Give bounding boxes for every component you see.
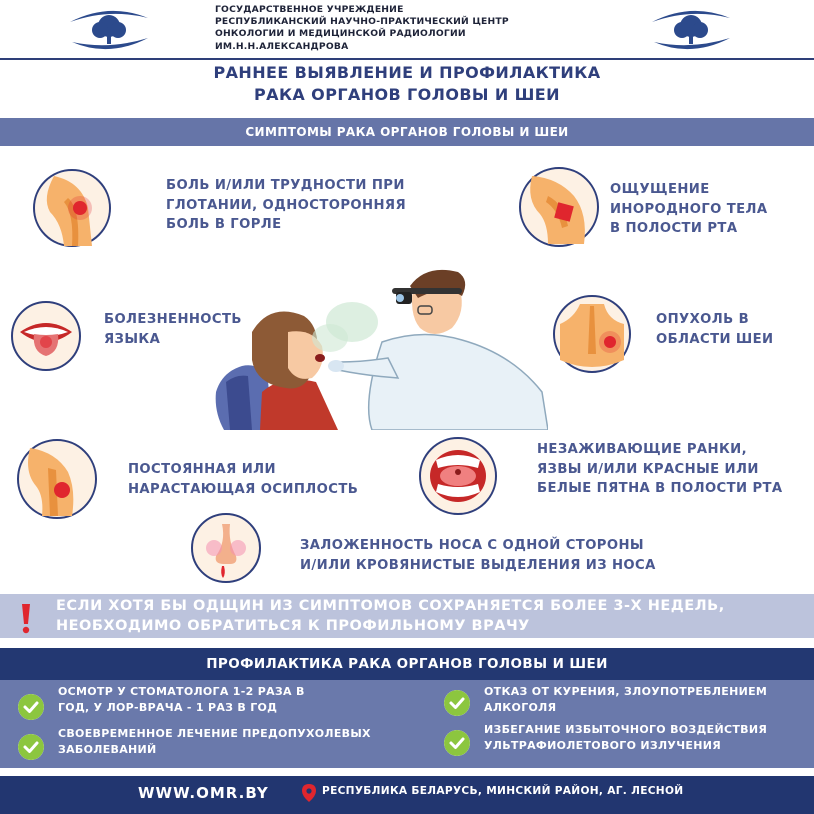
tree-logo-icon [68,4,150,54]
warning-line-2: НЕОБХОДИМО ОБРАТИТЬСЯ К ПРОФИЛЬНОМУ ВРАЧУ [56,618,530,634]
mouth-sores-icon [418,436,498,516]
check-icon [444,730,470,756]
header-divider [0,58,814,60]
warning-text [56,596,725,636]
title-line-1: РАННЕЕ ВЫЯВЛЕНИЕ И ПРОФИЛАКТИКА [213,63,601,82]
org-line: ИМ.Н.Н.АЛЕКСАНДРОВА [215,40,349,52]
nose-congestion-icon [190,512,262,584]
symptom-line: БОЛЬ В ГОРЛЕ [166,217,282,232]
symptom-line: ОЩУЩЕНИЕ [610,182,710,197]
org-line: РЕСПУБЛИКАНСКИЙ НАУЧНО-ПРАКТИЧЕСКИЙ ЦЕНТР [215,16,509,28]
symptom-line: ЯЗЫКА [104,331,161,347]
symptom-line: ЯЗВЫ И/ИЛИ КРАСНЫЕ ИЛИ [537,461,759,477]
symptom-text-neck [656,310,773,349]
location-pin-icon [302,784,316,802]
exclamation-icon [18,602,34,634]
title-line-2: РАКА ОРГАНОВ ГОЛОВЫ И ШЕИ [254,85,560,104]
prevention-line: АЛКОГОЛЯ [484,701,557,714]
check-icon [18,694,44,720]
symptom-line: В ПОЛОСТИ РТА [610,221,738,236]
symptom-text-mouth-sores [537,440,783,499]
warning-line-1: ЕСЛИ ХОТЯ БЫ ОДЩИН ИЗ СИМПТОМОВ СОХРАНЯЕТСЯ БОЛЕЕ 3-Х НЕДЕЛЬ, [56,598,725,614]
prevention-list [0,680,814,768]
check-icon [18,734,44,760]
symptom-line: ИНОРОДНОГО ТЕЛА [610,201,768,217]
header [0,0,814,58]
symptom-text-foreign-body [610,180,768,239]
prevention-line: УЛЬТРАФИОЛЕТОВОГО ИЗЛУЧЕНИЯ [484,739,721,752]
prevention-item [58,684,305,716]
symptom-line: БОЛЬ И/ИЛИ ТРУДНОСТИ ПРИ [166,178,405,193]
prevention-line: ОТКАЗ ОТ КУРЕНИЯ, ЗЛОУПОТРЕБЛЕНИЕМ [484,685,768,698]
symptoms-heading: СИМПТОМЫ РАКА ОРГАНОВ ГОЛОВЫ И ШЕИ [0,118,814,146]
symptom-line: ГЛОТАНИИ, ОДНОСТОРОННЯЯ [166,197,407,213]
prevention-line: ИЗБЕГАНИЕ ИЗБЫТОЧНОГО ВОЗДЕЙСТВИЯ [484,723,768,736]
footer [0,776,814,814]
tongue-icon [10,300,82,372]
check-icon [444,690,470,716]
symptom-line: ОБЛАСТИ ШЕИ [656,331,774,347]
neck-tumor-icon [552,294,632,374]
prevention-line: ЗАБОЛЕВАНИЙ [58,743,157,756]
symptom-text-hoarseness [128,460,358,499]
symptom-line: БОЛЕЗНЕННОСТЬ [104,312,242,327]
prevention-line: ОСМОТР У СТОМАТОЛОГА 1-2 РАЗА В [58,685,305,698]
prevention-item [484,722,767,754]
prevention-heading: ПРОФИЛАКТИКА РАКА ОРГАНОВ ГОЛОВЫ И ШЕИ [0,648,814,680]
organization-name [215,4,545,53]
symptom-line: БЕЛЫЕ ПЯТНА В ПОЛОСТИ РТА [537,481,783,496]
tree-logo-icon [650,4,732,54]
address-text: РЕСПУБЛИКА БЕЛАРУСЬ, МИНСКИЙ РАЙОН, АГ. ЛЕСНОЙ [322,785,684,797]
symptom-line: ЗАЛОЖЕННОСТЬ НОСА С ОДНОЙ СТОРОНЫ [300,538,644,553]
org-line: ГОСУДАРСТВЕННОЕ УЧРЕЖДЕНИЕ [215,4,404,15]
website-link[interactable]: WWW.OMR.BY [138,784,269,802]
warning-banner [0,594,814,638]
symptom-line: И/ИЛИ КРОВЯНИСТЫЕ ВЫДЕЛЕНИЯ ИЗ НОСА [300,557,656,573]
symptom-line: ПОСТОЯННАЯ ИЛИ [128,462,276,477]
throat-pain-icon [32,168,112,248]
symptom-line: НЕЗАЖИВАЮЩИЕ РАНКИ, [537,442,747,457]
symptom-text-nose [300,536,656,575]
symptom-text-throat [166,176,406,235]
prevention-item [58,726,371,758]
prevention-line: ГОД, У ЛОР-ВРАЧА - 1 РАЗ В ГОД [58,701,278,714]
symptom-line: ОПУХОЛЬ В [656,312,750,327]
page-title [0,62,814,106]
org-line: ОНКОЛОГИИ И МЕДИЦИНСКОЙ РАДИОЛОГИИ [215,28,466,40]
prevention-line: СВОЕВРЕМЕННОЕ ЛЕЧЕНИЕ ПРЕДОПУХОЛЕВЫХ [58,727,371,740]
symptom-line: НАРАСТАЮЩАЯ ОСИПЛОСТЬ [128,481,359,497]
hoarseness-icon [16,438,98,520]
doctor-examination-illustration [212,262,548,430]
foreign-body-icon [518,166,600,248]
prevention-item [484,684,767,716]
